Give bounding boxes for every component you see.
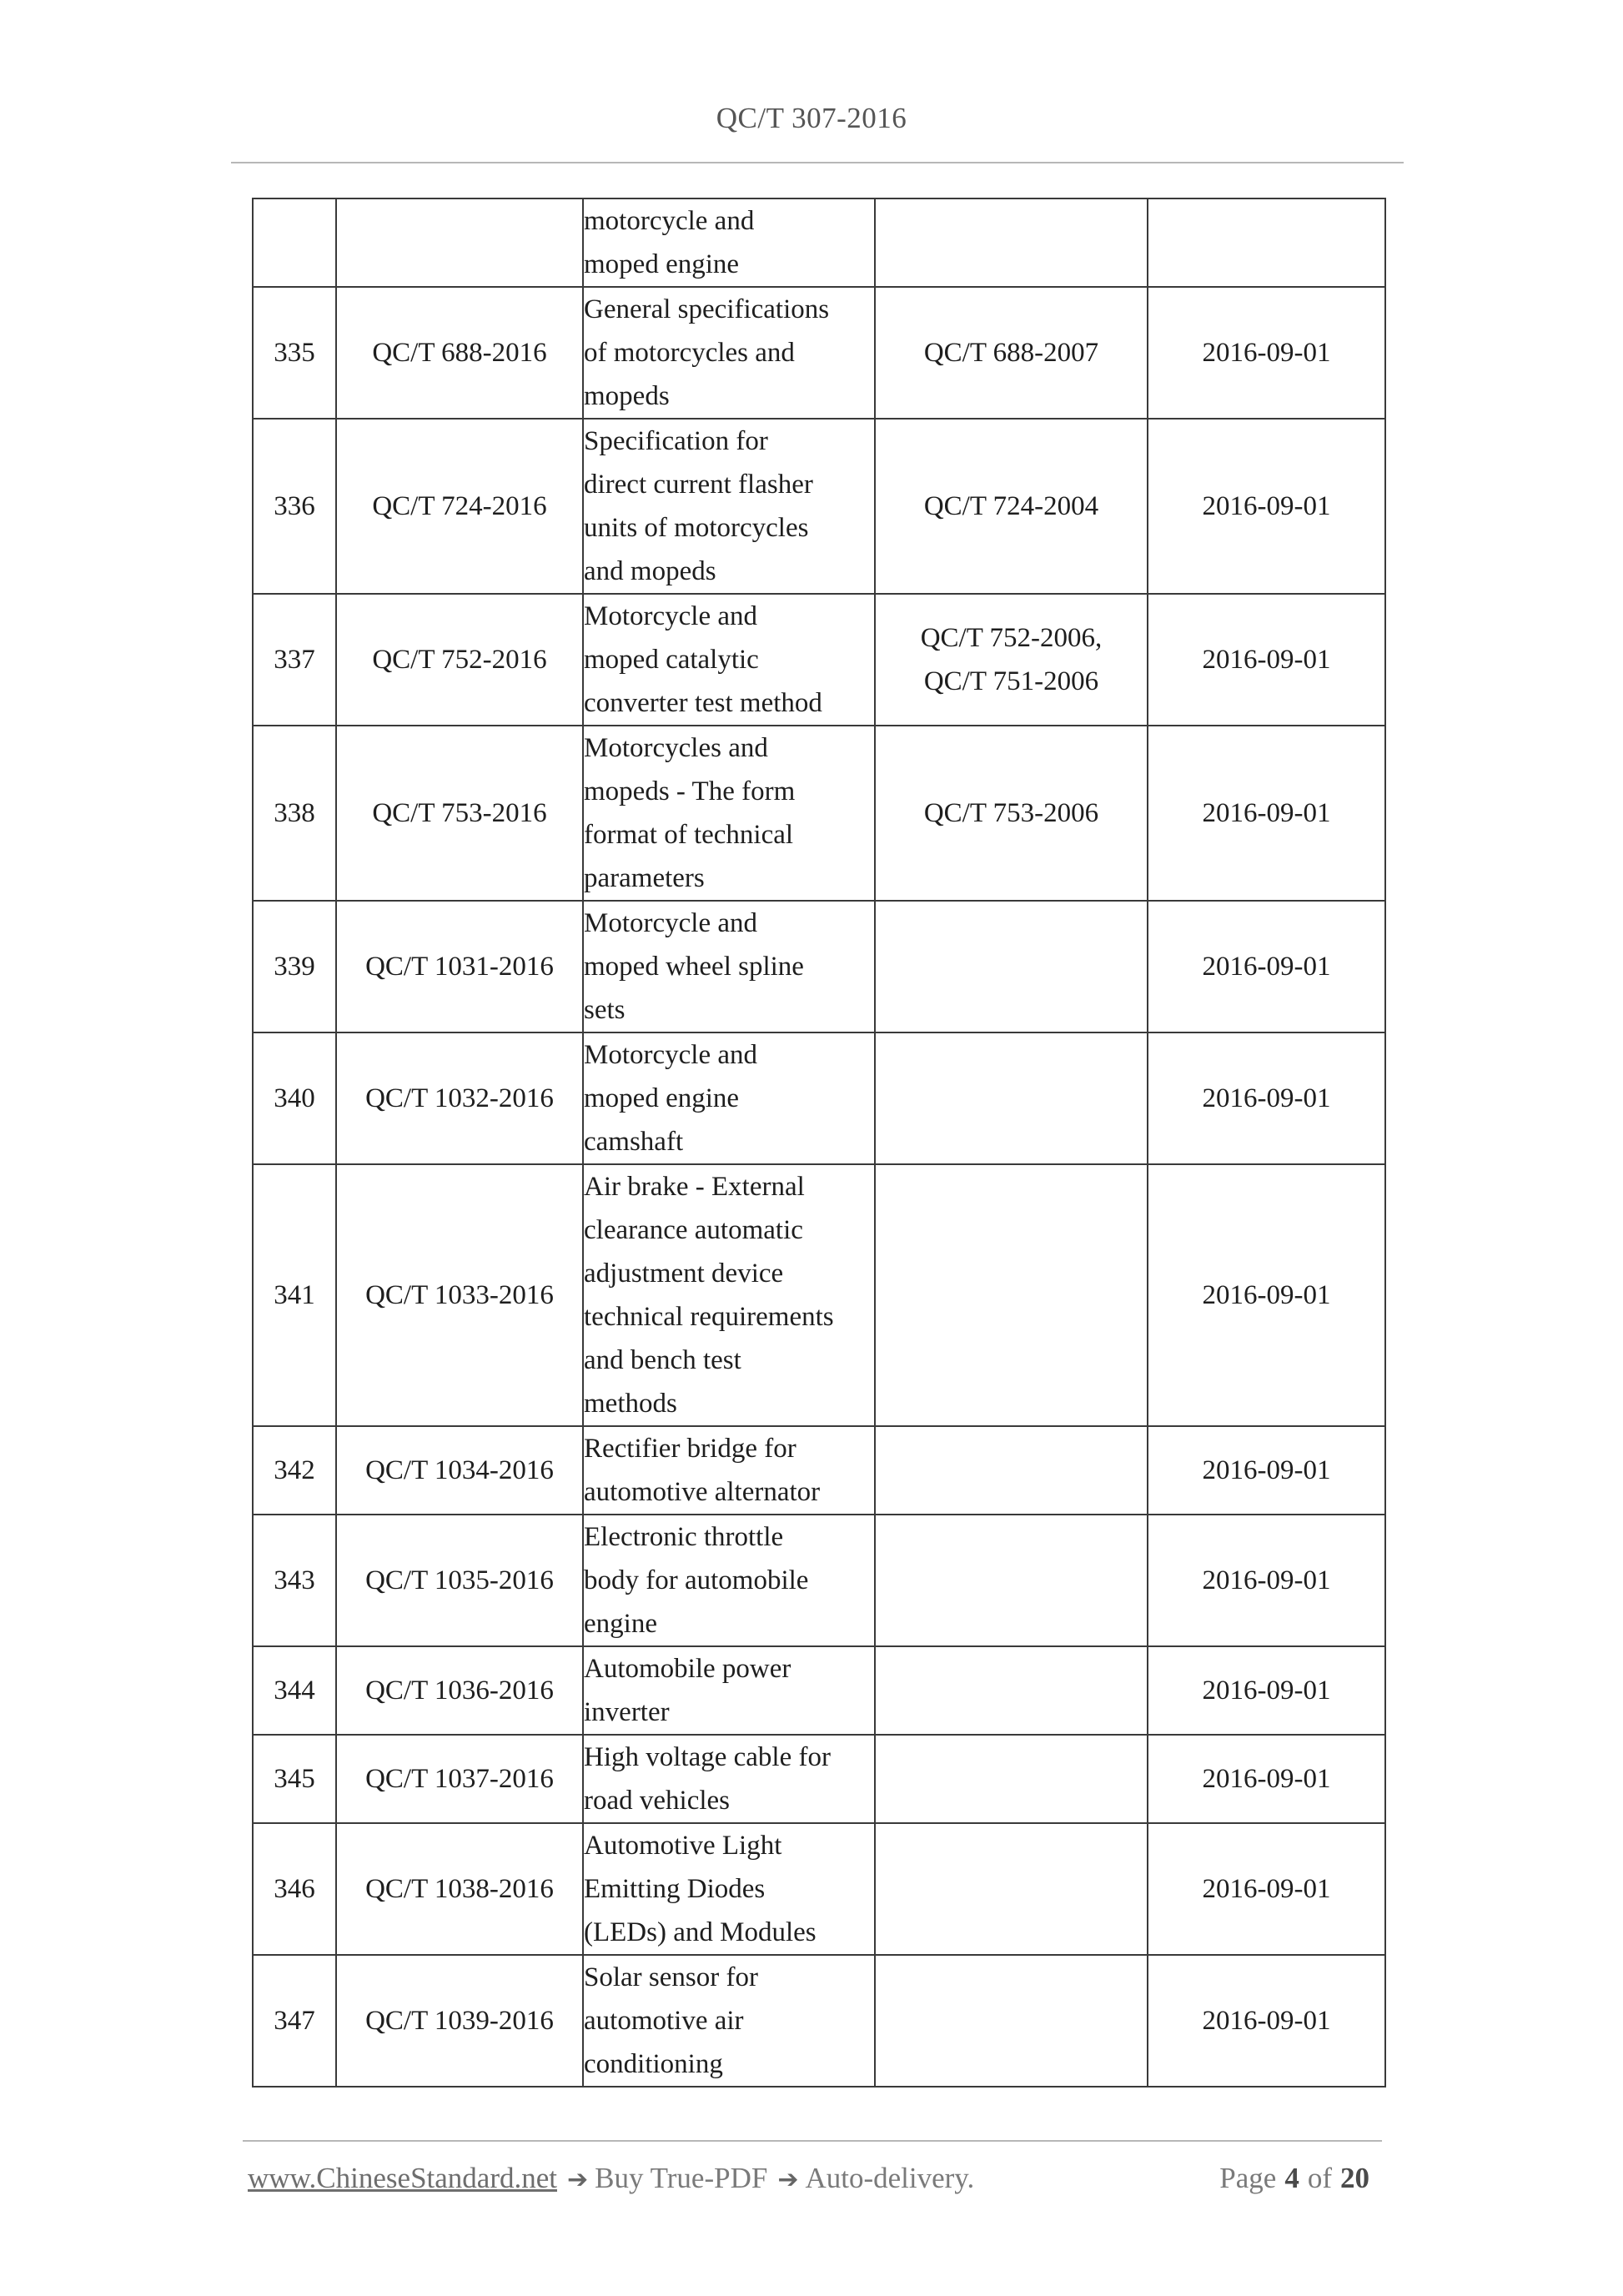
cell-title <box>583 1032 875 1164</box>
cell-line: QC/T 752-2006, <box>920 623 1103 653</box>
cell-line: Motorcycle and <box>584 1040 758 1070</box>
cell-standard-code: QC/T 1033-2016 <box>336 1164 583 1426</box>
table-row <box>253 1646 1385 1735</box>
cell-line: road vehicles <box>584 1786 731 1816</box>
cell-replaced-standard <box>875 594 1148 726</box>
cell-title <box>583 1164 875 1426</box>
page-current: 4 <box>1284 2162 1299 2194</box>
cell-standard-code: QC/T 1035-2016 <box>336 1515 583 1646</box>
cell-title <box>583 287 875 419</box>
cell-line: adjustment device <box>584 1259 784 1289</box>
table-row <box>253 287 1385 419</box>
cell-standard-code: QC/T 1037-2016 <box>336 1735 583 1823</box>
cell-title <box>583 198 875 287</box>
cell-standard-code: QC/T 1032-2016 <box>336 1032 583 1164</box>
cell-number <box>253 198 336 287</box>
cell-number: 345 <box>253 1735 336 1823</box>
cell-line: direct current flasher <box>584 470 813 500</box>
cell-standard-code: QC/T 752-2016 <box>336 594 583 726</box>
cell-number: 342 <box>253 1426 336 1515</box>
cell-line: Automotive Light <box>584 1831 782 1861</box>
cell-number: 346 <box>253 1823 336 1955</box>
cell-line: methods <box>584 1389 677 1419</box>
table-row <box>253 1955 1385 2087</box>
cell-standard-code: QC/T 724-2016 <box>336 419 583 594</box>
cell-line: QC/T 751-2006 <box>923 666 1099 696</box>
cell-implementation-date: 2016-09-01 <box>1148 419 1385 594</box>
cell-line: High voltage cable for <box>584 1742 831 1772</box>
cell-title <box>583 1823 875 1955</box>
table-row <box>253 901 1385 1032</box>
cell-implementation-date: 2016-09-01 <box>1148 901 1385 1032</box>
cell-line: converter test method <box>584 688 822 718</box>
table-row <box>253 419 1385 594</box>
cell-number: 339 <box>253 901 336 1032</box>
cell-line: Motorcycles and <box>584 733 768 763</box>
cell-implementation-date: 2016-09-01 <box>1148 1426 1385 1515</box>
cell-number: 344 <box>253 1646 336 1735</box>
cell-number: 340 <box>253 1032 336 1164</box>
cell-replaced-standard <box>875 726 1148 901</box>
cell-replaced-standard <box>875 287 1148 419</box>
page-of: of <box>1307 2162 1332 2194</box>
cell-line: moped catalytic <box>584 645 759 675</box>
cell-title <box>583 1515 875 1646</box>
cell-line: Motorcycle and <box>584 601 758 631</box>
table-row <box>253 1823 1385 1955</box>
cell-title <box>583 594 875 726</box>
cell-number: 335 <box>253 287 336 419</box>
cell-number: 338 <box>253 726 336 901</box>
cell-replaced-standard <box>875 1515 1148 1646</box>
table-row <box>253 1164 1385 1426</box>
cell-line: QC/T 753-2006 <box>923 798 1099 828</box>
standards-table <box>252 198 1386 2088</box>
cell-title <box>583 901 875 1032</box>
cell-line: sets <box>584 995 626 1025</box>
cell-standard-code: QC/T 1036-2016 <box>336 1646 583 1735</box>
auto-delivery-text: Auto-delivery. <box>805 2162 975 2194</box>
cell-implementation-date: 2016-09-01 <box>1148 594 1385 726</box>
cell-line: mopeds - The form <box>584 776 796 806</box>
cell-line: Specification for <box>584 426 768 456</box>
cell-implementation-date: 2016-09-01 <box>1148 1515 1385 1646</box>
cell-replaced-standard <box>875 1735 1148 1823</box>
cell-line: mopeds <box>584 381 670 411</box>
cell-line: Air brake - External <box>584 1172 805 1202</box>
table-row <box>253 198 1385 287</box>
header-divider <box>231 162 1404 163</box>
cell-line: and bench test <box>584 1345 741 1375</box>
cell-replaced-standard <box>875 198 1148 287</box>
cell-title <box>583 419 875 594</box>
cell-line: Emitting Diodes <box>584 1874 766 1904</box>
cell-replaced-standard <box>875 419 1148 594</box>
table-row <box>253 1735 1385 1823</box>
cell-implementation-date: 2016-09-01 <box>1148 1735 1385 1823</box>
cell-line: Automobile power <box>584 1654 791 1684</box>
standards-table-body <box>253 198 1385 2087</box>
cell-line: General specifications <box>584 294 830 324</box>
cell-line: motorcycle and <box>584 206 755 236</box>
cell-title <box>583 726 875 901</box>
cell-line: moped engine <box>584 249 740 279</box>
cell-line: technical requirements <box>584 1302 834 1332</box>
cell-replaced-standard <box>875 1164 1148 1426</box>
cell-implementation-date: 2016-09-01 <box>1148 1164 1385 1426</box>
cell-implementation-date <box>1148 198 1385 287</box>
cell-standard-code: QC/T 688-2016 <box>336 287 583 419</box>
cell-number: 341 <box>253 1164 336 1426</box>
page-indicator <box>1219 2162 1378 2195</box>
cell-title <box>583 1426 875 1515</box>
cell-line: and mopeds <box>584 556 716 586</box>
cell-line: Motorcycle and <box>584 908 758 938</box>
cell-standard-code: QC/T 1031-2016 <box>336 901 583 1032</box>
cell-line: of motorcycles and <box>584 338 795 368</box>
cell-standard-code: QC/T 753-2016 <box>336 726 583 901</box>
cell-line: automotive air <box>584 2006 744 2036</box>
cell-number: 337 <box>253 594 336 726</box>
cell-replaced-standard <box>875 1646 1148 1735</box>
cell-implementation-date: 2016-09-01 <box>1148 1646 1385 1735</box>
cell-implementation-date: 2016-09-01 <box>1148 287 1385 419</box>
page-label: Page <box>1219 2162 1277 2194</box>
cell-number: 336 <box>253 419 336 594</box>
cell-line: body for automobile <box>584 1565 809 1595</box>
cell-implementation-date: 2016-09-01 <box>1148 1032 1385 1164</box>
buy-true-pdf-text: Buy True-PDF <box>595 2162 768 2194</box>
cell-replaced-standard <box>875 1955 1148 2087</box>
right-arrow-icon: ➔ <box>567 2165 589 2194</box>
cell-line: clearance automatic <box>584 1215 803 1245</box>
cell-line: units of motorcycles <box>584 513 809 543</box>
table-row <box>253 1515 1385 1646</box>
cell-number: 347 <box>253 1955 336 2087</box>
cell-title <box>583 1735 875 1823</box>
table-row <box>253 726 1385 901</box>
cell-line: format of technical <box>584 820 794 850</box>
cell-line: Solar sensor for <box>584 1962 758 1992</box>
cell-line: QC/T 724-2004 <box>923 491 1099 521</box>
cell-number: 343 <box>253 1515 336 1646</box>
cell-title <box>583 1646 875 1735</box>
cell-line: conditioning <box>584 2049 723 2079</box>
cell-line: QC/T 688-2007 <box>923 338 1099 368</box>
cell-title <box>583 1955 875 2087</box>
cell-line: parameters <box>584 863 705 893</box>
cell-standard-code: QC/T 1038-2016 <box>336 1823 583 1955</box>
cell-replaced-standard <box>875 1426 1148 1515</box>
table-row <box>253 1032 1385 1164</box>
cell-line: inverter <box>584 1697 670 1727</box>
table-row <box>253 1426 1385 1515</box>
cell-replaced-standard <box>875 901 1148 1032</box>
footer-divider <box>243 2140 1382 2142</box>
cell-line: engine <box>584 1609 657 1639</box>
cell-line: (LEDs) and Modules <box>584 1917 817 1947</box>
page-total: 20 <box>1340 2162 1369 2194</box>
cell-implementation-date: 2016-09-01 <box>1148 1955 1385 2087</box>
cell-replaced-standard <box>875 1823 1148 1955</box>
right-arrow-icon: ➔ <box>777 2165 799 2194</box>
cell-standard-code <box>336 198 583 287</box>
cell-line: automotive alternator <box>584 1477 821 1507</box>
cell-line: moped engine <box>584 1083 740 1113</box>
table-row <box>253 594 1385 726</box>
cell-replaced-standard <box>875 1032 1148 1164</box>
cell-line: Electronic throttle <box>584 1522 784 1552</box>
site-link[interactable]: www.ChineseStandard.net <box>248 2162 557 2194</box>
cell-implementation-date: 2016-09-01 <box>1148 726 1385 901</box>
footer-promo <box>248 2162 974 2195</box>
cell-implementation-date: 2016-09-01 <box>1148 1823 1385 1955</box>
cell-standard-code: QC/T 1034-2016 <box>336 1426 583 1515</box>
cell-line: moped wheel spline <box>584 952 804 982</box>
page-header-doc-code: QC/T 307-2016 <box>716 102 907 134</box>
cell-standard-code: QC/T 1039-2016 <box>336 1955 583 2087</box>
cell-line: Rectifier bridge for <box>584 1434 796 1464</box>
cell-line: camshaft <box>584 1127 684 1157</box>
